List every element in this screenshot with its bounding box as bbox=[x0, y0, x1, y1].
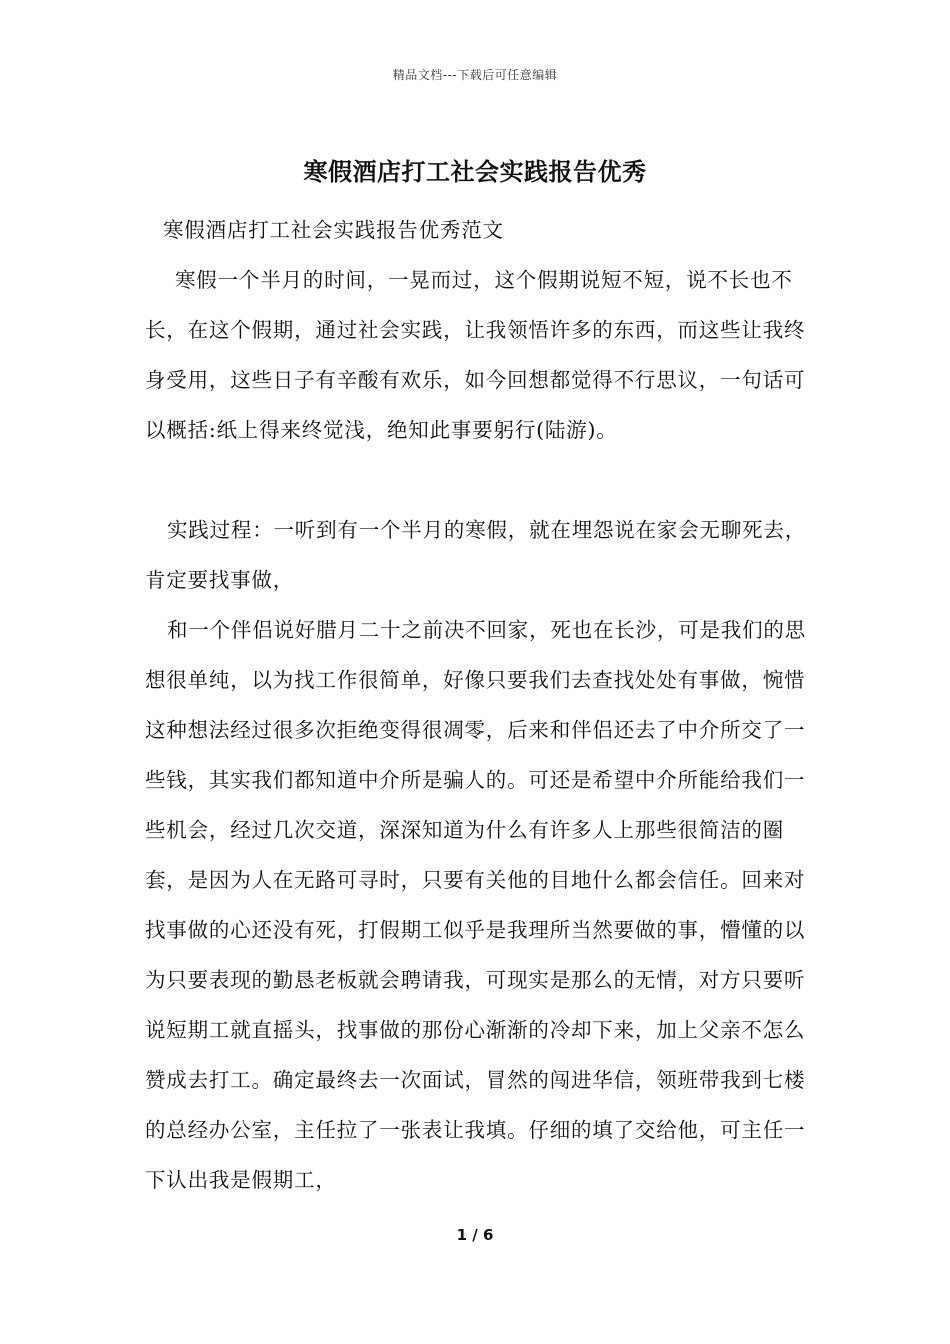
paragraph-story: 和一个伴侣说好腊月二十之前决不回家，死也在长沙，可是我们的思想很单纯，以为找工作很简单，好像只要我们去查找处处有事做，惋惜这种想法经过很多次拒绝变得很凋零，后来和伴侣还去了中介所交了一些钱，其实我们都知道中介所是骗人的。可还是希望中介所能给我们一些机会，经过几次交道，深深知道为什么有许多人上那些很简洁的圈套，是因为人在无路可寻时，只要有关他的目地什么都会信任。回来对找事做的心还没有死，打假期工似乎是我理所当然要做的事，懵懂的以为只要表现的勤恳老板就会聘请我，可现实是那么的无情，对方只要听说短期工就直摇头，找事做的那份心渐渐的冷却下来，加上父亲不怎么赞成去打工。确定最终去一次面试，冒然的闯进华信，领班带我到七楼的总经办公室，主任拉了一张表让我填。仔细的填了交给他，可主任一下认出我是假期工， bbox=[145, 618, 806, 1192]
document-body bbox=[145, 205, 815, 1205]
header-note: 精品文档---下载后可任意编辑 bbox=[392, 68, 558, 82]
document-title: 寒假酒店打工社会实践报告优秀 bbox=[303, 157, 647, 186]
document-subtitle: 寒假酒店打工社会实践报告优秀范文 bbox=[163, 218, 504, 242]
paragraph-process: 实践过程：一听到有一个半月的寒假，就在埋怨说在家会无聊死去，肯定要找事做， bbox=[145, 518, 806, 592]
page-number: 1 / 6 bbox=[456, 1226, 494, 1244]
paragraph-spacer bbox=[145, 455, 815, 505]
paragraph-intro: 寒假一个半月的时间，一晃而过，这个假期说短不短，说不长也不长，在这个假期，通过社会实践，让我领悟许多的东西，而这些让我终身受用，这些日子有辛酸有欢乐，如今回想都觉得不行思议，一句话可以概括:纸上得来终觉浅，绝知此事要躬行(陆游)。 bbox=[145, 268, 806, 442]
